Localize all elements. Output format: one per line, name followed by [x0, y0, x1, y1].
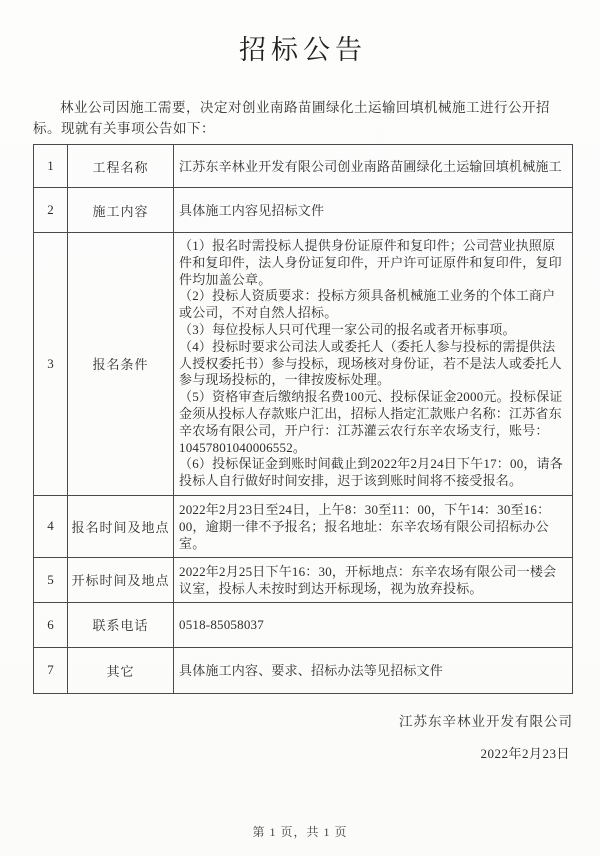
row-number: 6 [34, 602, 68, 647]
announcement-table-body [34, 145, 573, 694]
page-title: 招标公告 [239, 35, 367, 65]
signature-company: 江苏东辛林业开发有限公司 [399, 713, 573, 729]
announcement-table [33, 144, 573, 694]
row-content: 具体施工内容见招标文件 [174, 188, 573, 233]
row-number: 2 [34, 188, 68, 233]
row-label: 施工内容 [68, 188, 174, 233]
row-label: 报名时间及地点 [68, 495, 174, 557]
row-label: 开标时间及地点 [68, 557, 174, 602]
table-row [34, 602, 573, 647]
row-number: 1 [34, 145, 68, 188]
row-content: 0518-85058037 [174, 602, 573, 647]
row-label: 报名条件 [68, 233, 174, 496]
table-row [34, 233, 573, 496]
row-number: 7 [34, 647, 68, 693]
row-content: 2022年2月25日下午16：30，开标地点：东辛农场有限公司一楼会议室，投标人未按时到达开标现场，视为放弃投标。 [174, 557, 573, 602]
intro-paragraph: 林业公司因施工需要，决定对创业南路苗圃绿化土运输回填机械施工进行公开招标。现就有关事项公告如下： [33, 100, 550, 136]
table-row [34, 145, 573, 188]
row-content: 2022年2月23日至24日，上午8：30至11：00，下午14：30至16：00，逾期一律不予报名；报名地址：东辛农场有限公司招标办公室。 [174, 495, 573, 557]
row-number: 5 [34, 557, 68, 602]
row-label: 联系电话 [68, 602, 174, 647]
row-label: 工程名称 [68, 145, 174, 188]
row-number: 4 [34, 495, 68, 557]
row-content: （1）报名时需投标人提供身份证原件和复印件；公司营业执照原件和复印件，法人身份证复印件，开户许可证原件和复印件，复印件均加盖公章。 （2）投标人资质要求：投标方须具备机械施工业务的个体工商户或公司，不对自然人招标。 （3）每位投标人只可代理一家公司的报名或者开标事项。 （4）投标时要求公司法人或委托人（委托人参与投标的需提供法人授权委托书）参与投标，现场核对身份证，若不是法人或委托人参与现场投标的，一律按废标处理。 （5）资格审查后缴纳报名费100元、投标保证金2000元。投标保证金须从投标人存款账户汇出，招标人指定汇款账户名称：江苏省东辛农场有限公司，开户行：江苏灌云农行东辛农场支行，账号：10457801040006552。 （6）投标保证金到账时间截止到2022年2月24日下午17：00，请各投标人自行做好时间安排，迟于该到账时间将不接受报名。 [174, 233, 573, 496]
row-content: 具体施工内容、要求、招标办法等见招标文件 [174, 647, 573, 693]
page-number: 第 1 页，共 1 页 [252, 825, 348, 839]
table-row [34, 188, 573, 233]
row-content: 江苏东辛林业开发有限公司创业南路苗圃绿化土运输回填机械施工 [174, 145, 573, 188]
table-row [34, 557, 573, 602]
table-row [34, 647, 573, 693]
row-label: 其它 [68, 647, 174, 693]
table-row [34, 495, 573, 557]
row-number: 3 [34, 233, 68, 496]
signature-date: 2022年2月23日 [480, 745, 570, 761]
